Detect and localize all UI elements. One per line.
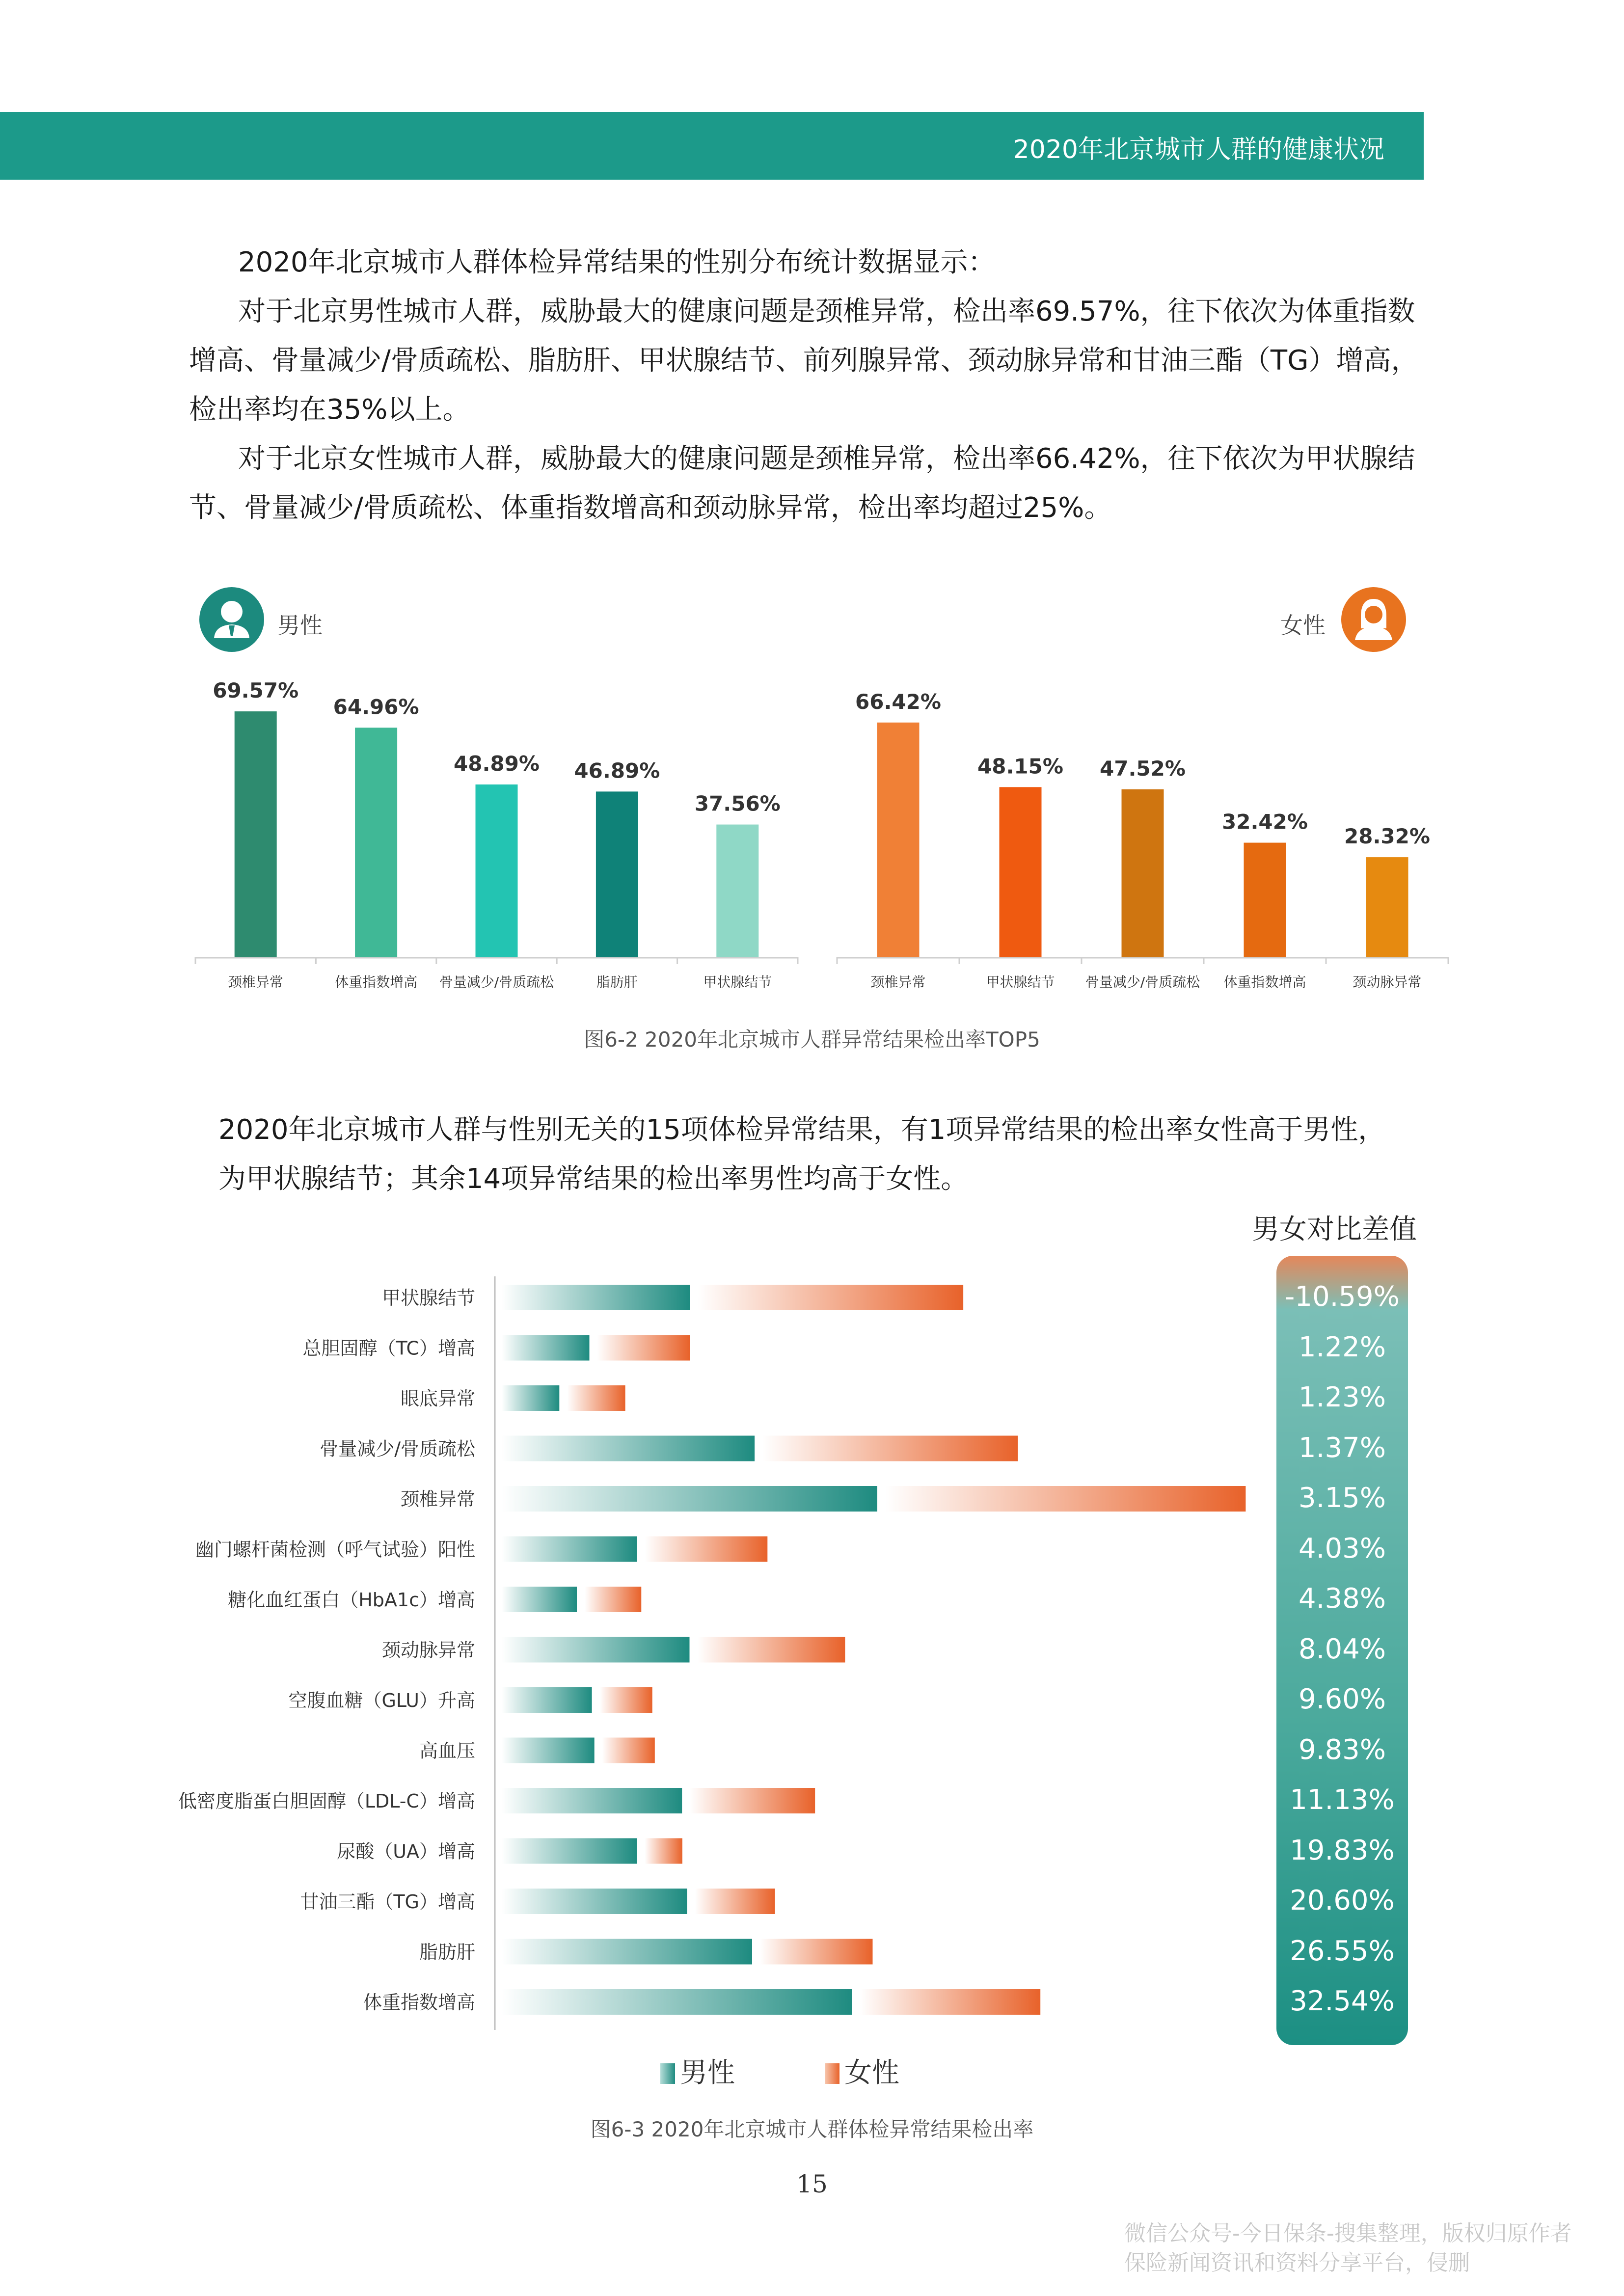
diff-value: 3.15%	[1299, 1482, 1386, 1514]
compare-intro	[218, 1106, 1465, 1204]
compare-female-bar	[760, 1939, 873, 1965]
watermark-line1: 微信公众号-今日保条-搜集整理，版权归原作者	[1124, 2221, 1572, 2246]
diff-value: 8.04%	[1299, 1633, 1386, 1665]
compare-category-label: 颈动脉异常	[381, 1639, 475, 1661]
male-avatar-icon	[199, 587, 264, 652]
compare-female-bar	[698, 1637, 845, 1663]
legend-female-label: 女性	[844, 2057, 899, 2089]
compare-male-bar	[502, 1486, 877, 1512]
compare-category-label: 空腹血糖（GLU）升高	[288, 1690, 475, 1711]
compare-male-bar	[502, 1587, 577, 1612]
diff-value: 9.83%	[1299, 1733, 1386, 1766]
diff-value: -10.59%	[1285, 1281, 1400, 1313]
diff-value: 32.54%	[1290, 1985, 1395, 2017]
diff-value: 1.22%	[1299, 1331, 1386, 1363]
compare-category-label: 颈椎异常	[400, 1488, 475, 1510]
compare-female-bar	[585, 1587, 641, 1612]
compare-category-label: 眼底异常	[400, 1388, 475, 1409]
female-label: 女性	[1280, 612, 1326, 639]
male-bar	[596, 791, 638, 957]
diff-value: 1.37%	[1299, 1432, 1386, 1464]
compare-male-bar	[502, 1989, 852, 2015]
header-bar	[0, 112, 1424, 180]
female-bar-value-label: 32.42%	[1222, 810, 1308, 834]
compare-chart	[0, 1267, 1276, 2042]
intro-lead: 2020年北京城市人群体检异常结果的性别分布统计数据显示：	[238, 246, 996, 278]
female-category-label: 骨量减少/骨质疏松	[1085, 974, 1200, 990]
legend-male-label: 男性	[680, 2057, 735, 2089]
watermark-line2: 保险新闻资讯和资料分享平台，侵删	[1124, 2250, 1470, 2275]
compare-female-bar	[600, 1687, 652, 1713]
male-bar	[355, 728, 397, 957]
female-bar	[1000, 787, 1042, 957]
compare-male-bar	[502, 1385, 559, 1411]
diff-value: 20.60%	[1290, 1885, 1395, 1917]
female-paragraph: 对于北京女性城市人群，威胁最大的健康问题是颈椎异常，检出率66.42%，往下依次为甲状腺结节、骨量减少/骨质疏松、体重指数增高和颈动脉异常，检出率均超过25%。	[189, 443, 1415, 524]
male-paragraph: 对于北京男性城市人群，威胁最大的健康问题是颈椎异常，检出率69.57%，往下依次为体重指数增高、骨量减少/骨质疏松、脂肪肝、甲状腺结节、前列腺异常、颈动脉异常和甘油三酯（TG）增高，检出率均在35%以上。	[189, 296, 1419, 426]
female-category-label: 颈椎异常	[870, 974, 926, 990]
female-bar	[1366, 857, 1408, 957]
compare-male-bar	[502, 1838, 637, 1864]
compare-female-bar	[860, 1989, 1040, 2015]
page-number: 15	[796, 2170, 828, 2198]
female-bar-value-label: 48.15%	[977, 754, 1063, 779]
compare-intro-line2: 为甲状腺结节；其余14项异常结果的检出率男性均高于女性。	[218, 1163, 969, 1195]
male-bar-value-label: 37.56%	[694, 791, 781, 816]
male-category-label: 体重指数增高	[335, 974, 418, 990]
compare-male-bar	[502, 1637, 690, 1663]
male-bar	[235, 711, 277, 957]
female-bar-value-label: 47.52%	[1100, 756, 1186, 781]
compare-female-bar	[885, 1486, 1245, 1512]
female-avatar-icon	[1341, 587, 1406, 652]
compare-male-bar	[502, 1738, 595, 1763]
female-bar	[1244, 843, 1286, 957]
male-bar-value-label: 46.89%	[574, 758, 660, 783]
compare-female-bar	[695, 1889, 775, 1914]
top5-chart	[0, 668, 1624, 1011]
compare-caption: 图6-3 2020年北京城市人群体检异常结果检出率	[590, 2117, 1034, 2141]
female-category-label: 体重指数增高	[1223, 974, 1306, 990]
compare-female-bar	[690, 1788, 815, 1813]
compare-male-bar	[502, 1537, 637, 1562]
diff-value: 4.03%	[1299, 1532, 1386, 1565]
diff-value: 4.38%	[1299, 1583, 1386, 1615]
female-category-label: 甲状腺结节	[986, 974, 1055, 990]
watermark	[1124, 2219, 1620, 2278]
male-bar-value-label: 64.96%	[333, 695, 419, 719]
diff-value: 11.13%	[1290, 1784, 1395, 1816]
compare-intro-line1: 2020年北京城市人群与性别无关的15项体检异常结果，有1项异常结果的检出率女性高于男性，	[218, 1114, 1386, 1146]
compare-category-label: 总胆固醇（TC）增高	[302, 1337, 475, 1359]
male-category-label: 脂肪肝	[596, 974, 638, 990]
diff-value: 1.23%	[1299, 1381, 1386, 1413]
female-bar-value-label: 66.42%	[855, 689, 941, 714]
male-bar	[476, 784, 518, 957]
compare-category-label: 体重指数增高	[363, 1992, 475, 2013]
female-bar	[877, 723, 920, 957]
header-title: 2020年北京城市人群的健康状况	[1013, 135, 1384, 164]
compare-male-bar	[502, 1889, 687, 1914]
compare-category-label: 脂肪肝	[419, 1941, 475, 1963]
compare-female-bar	[645, 1838, 682, 1864]
female-bar-value-label: 28.32%	[1344, 824, 1430, 849]
compare-category-label: 甲状腺结节	[381, 1287, 475, 1309]
compare-category-label: 骨量减少/骨质疏松	[320, 1438, 475, 1460]
compare-male-bar	[502, 1939, 752, 1965]
male-bar	[716, 825, 758, 957]
legend-male	[660, 2051, 735, 2090]
compare-female-bar	[762, 1436, 1018, 1461]
diff-value: 19.83%	[1290, 1834, 1395, 1866]
compare-male-bar	[502, 1788, 682, 1813]
compare-category-label: 糖化血红蛋白（HbA1c）增高	[228, 1589, 475, 1611]
male-category-label: 骨量减少/骨质疏松	[439, 974, 554, 990]
compare-male-bar	[502, 1436, 755, 1461]
diff-panel	[1276, 1256, 1408, 2045]
legend-female	[825, 2051, 899, 2090]
compare-male-bar	[502, 1285, 690, 1310]
top5-caption: 图6-2 2020年北京城市人群异常结果检出率TOP5	[584, 1027, 1040, 1052]
compare-category-label: 高血压	[419, 1740, 475, 1762]
male-category-label: 甲状腺结节	[703, 974, 772, 990]
compare-male-bar	[502, 1335, 590, 1361]
compare-category-label: 甘油三酯（TG）增高	[300, 1891, 475, 1913]
intro-text	[189, 238, 1436, 533]
compare-female-bar	[645, 1537, 767, 1562]
female-bar	[1122, 789, 1164, 957]
compare-category-label: 低密度脂蛋白胆固醇（LDL-C）增高	[178, 1790, 475, 1812]
male-bar-value-label: 69.57%	[213, 678, 299, 703]
compare-male-bar	[502, 1687, 592, 1713]
compare-female-bar	[567, 1385, 625, 1411]
female-category-label: 颈动脉异常	[1353, 974, 1422, 990]
male-bar-value-label: 48.89%	[454, 751, 540, 776]
diff-column-title: 男女对比差值	[1252, 1214, 1417, 1245]
compare-female-bar	[597, 1335, 690, 1361]
compare-female-bar	[698, 1285, 964, 1310]
compare-category-label: 幽门螺杆菌检测（呼气试验）阳性	[195, 1539, 475, 1561]
diff-value: 9.60%	[1299, 1683, 1386, 1715]
legend-female-swatch	[825, 2063, 839, 2084]
compare-female-bar	[602, 1738, 655, 1763]
legend-male-swatch	[660, 2063, 675, 2084]
diff-value: 26.55%	[1290, 1935, 1395, 1967]
male-label: 男性	[277, 612, 323, 639]
male-category-label: 颈椎异常	[228, 974, 283, 990]
compare-category-label: 尿酸（UA）增高	[337, 1840, 475, 1863]
